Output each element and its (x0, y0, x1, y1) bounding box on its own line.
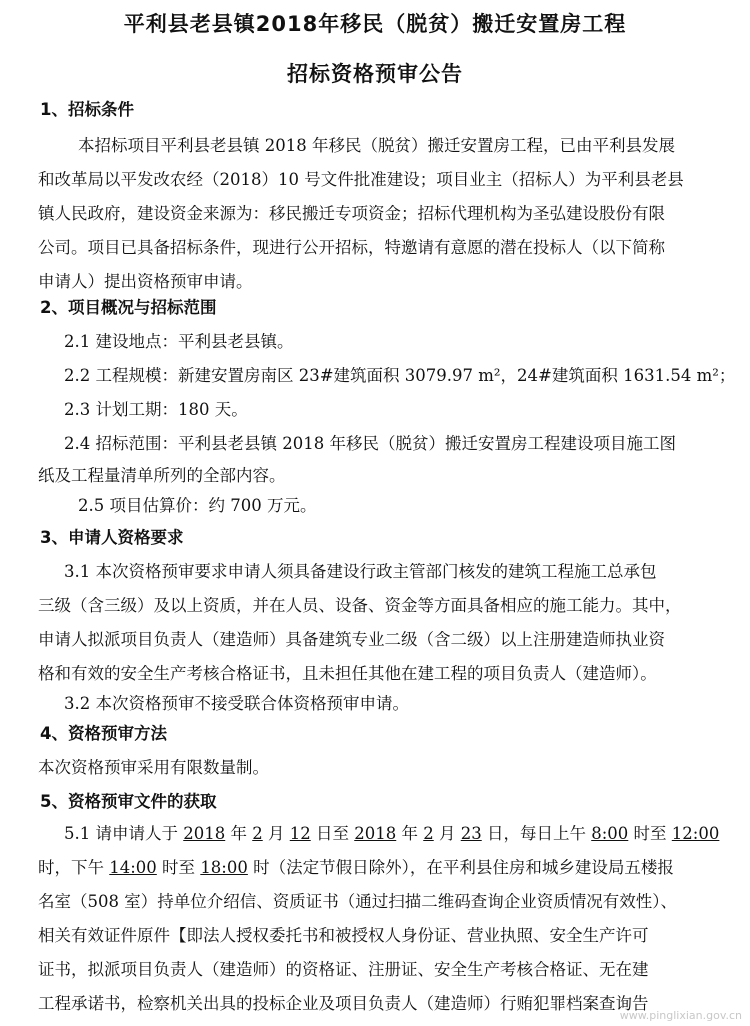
date-day: 12 (289, 824, 311, 843)
text-fragment: 月 (433, 824, 461, 843)
section-2-line: 2.3 计划工期：180 天。 (64, 400, 248, 419)
section-4-heading: 4、资格预审方法 (40, 724, 167, 743)
section-1-line: 公司。项目已具备招标条件，现进行公开招标，特邀请有意愿的潜在投标人（以下简称 (38, 238, 665, 257)
date-month: 2 (252, 824, 263, 843)
section-2-line: 2.2 工程规模：新建安置房南区 23#建筑面积 3079.97 m²，24#建筑面积 1631.54 m²； (64, 366, 736, 385)
section-5-line: 名室（508 室）持单位介绍信、资质证书（通过扫描二维码查询企业资质情况有效性）、 (38, 892, 677, 911)
section-3-line: 三级（含三级）及以上资质，并在人员、设备、资金等方面具备相应的施工能力。其中， (38, 596, 682, 615)
text-fragment: 日至 (310, 824, 355, 843)
section-3-heading: 3、申请人资格要求 (40, 528, 184, 547)
section-5-line: 工程承诺书，检察机关出具的投标企业及项目负责人（建造师）行贿犯罪档案查询告 (38, 994, 649, 1013)
page-subtitle: 招标资格预审公告 (287, 62, 463, 86)
time-value: 12:00 (671, 824, 720, 843)
time-value: 8:00 (591, 824, 629, 843)
time-value: 18:00 (200, 858, 248, 877)
section-5-line (38, 856, 674, 880)
text-fragment: 年 (396, 824, 424, 843)
section-2-line: 2.5 项目估算价：约 700 万元。 (78, 496, 317, 515)
watermark: www.pinglixian.gov.cn (619, 1009, 742, 1022)
section-4-line: 本次资格预审采用有限数量制。 (38, 758, 269, 777)
section-1-line: 镇人民政府，建设资金来源为：移民搬迁专项资金；招标代理机构为圣弘建设股份有限 (38, 204, 665, 223)
section-5-line (64, 822, 719, 846)
section-2-line: 纸及工程量清单所列的全部内容。 (38, 466, 286, 485)
date-year: 2018 (354, 824, 397, 843)
date-year: 2018 (183, 824, 226, 843)
section-3-line: 3.2 本次资格预审不接受联合体资格预审申请。 (64, 694, 409, 713)
section-2-heading: 2、项目概况与招标范围 (40, 298, 217, 317)
text-fragment: 5.1 请申请人于 (64, 824, 184, 843)
text-fragment: 年 (225, 824, 253, 843)
page-title: 平利县老县镇2018年移民（脱贫）搬迁安置房工程 (123, 12, 627, 36)
date-month: 2 (423, 824, 434, 843)
text-fragment: 时，下午 (38, 858, 110, 877)
section-1-heading: 1、招标条件 (40, 100, 134, 119)
section-1-line: 和改革局以平发改农经（2018）10 号文件批准建设；项目业主（招标人）为平利县老县 (38, 170, 684, 189)
section-5-line: 证书，拟派项目负责人（建造师）的资格证、注册证、安全生产考核合格证、无在建 (38, 960, 649, 979)
section-1-line: 本招标项目平利县老县镇 2018 年移民（脱贫）搬迁安置房工程，已由平利县发展 (78, 136, 675, 155)
text-fragment: 时至 (628, 824, 672, 843)
section-3-line: 3.1 本次资格预审要求申请人须具备建设行政主管部门核发的建筑工程施工总承包 (64, 562, 657, 581)
section-2-line: 2.4 招标范围：平利县老县镇 2018 年移民（脱贫）搬迁安置房工程建设项目施工图 (64, 434, 676, 453)
section-2-line: 2.1 建设地点：平利县老县镇。 (64, 332, 294, 351)
text-fragment: 日，每日上午 (481, 824, 592, 843)
text-fragment: 月 (262, 824, 290, 843)
section-1-line: 申请人）提出资格预审申请。 (38, 272, 253, 291)
section-3-line: 申请人拟派项目负责人（建造师）具备建筑专业二级（含二级）以上注册建造师执业资 (38, 630, 665, 649)
date-day: 23 (460, 824, 482, 843)
section-5-line: 相关有效证件原件【即法人授权委托书和被授权人身份证、营业执照、安全生产许可 (38, 926, 649, 945)
section-3-line: 格和有效的安全生产考核合格证书，且未担任其他在建工程的项目负责人（建造师）。 (38, 664, 657, 683)
section-5-heading: 5、资格预审文件的获取 (40, 792, 217, 811)
text-fragment: 时至 (156, 858, 201, 877)
text-fragment: 时（法定节假日除外），在平利县住房和城乡建设局五楼报 (247, 858, 674, 877)
time-value: 14:00 (109, 858, 157, 877)
